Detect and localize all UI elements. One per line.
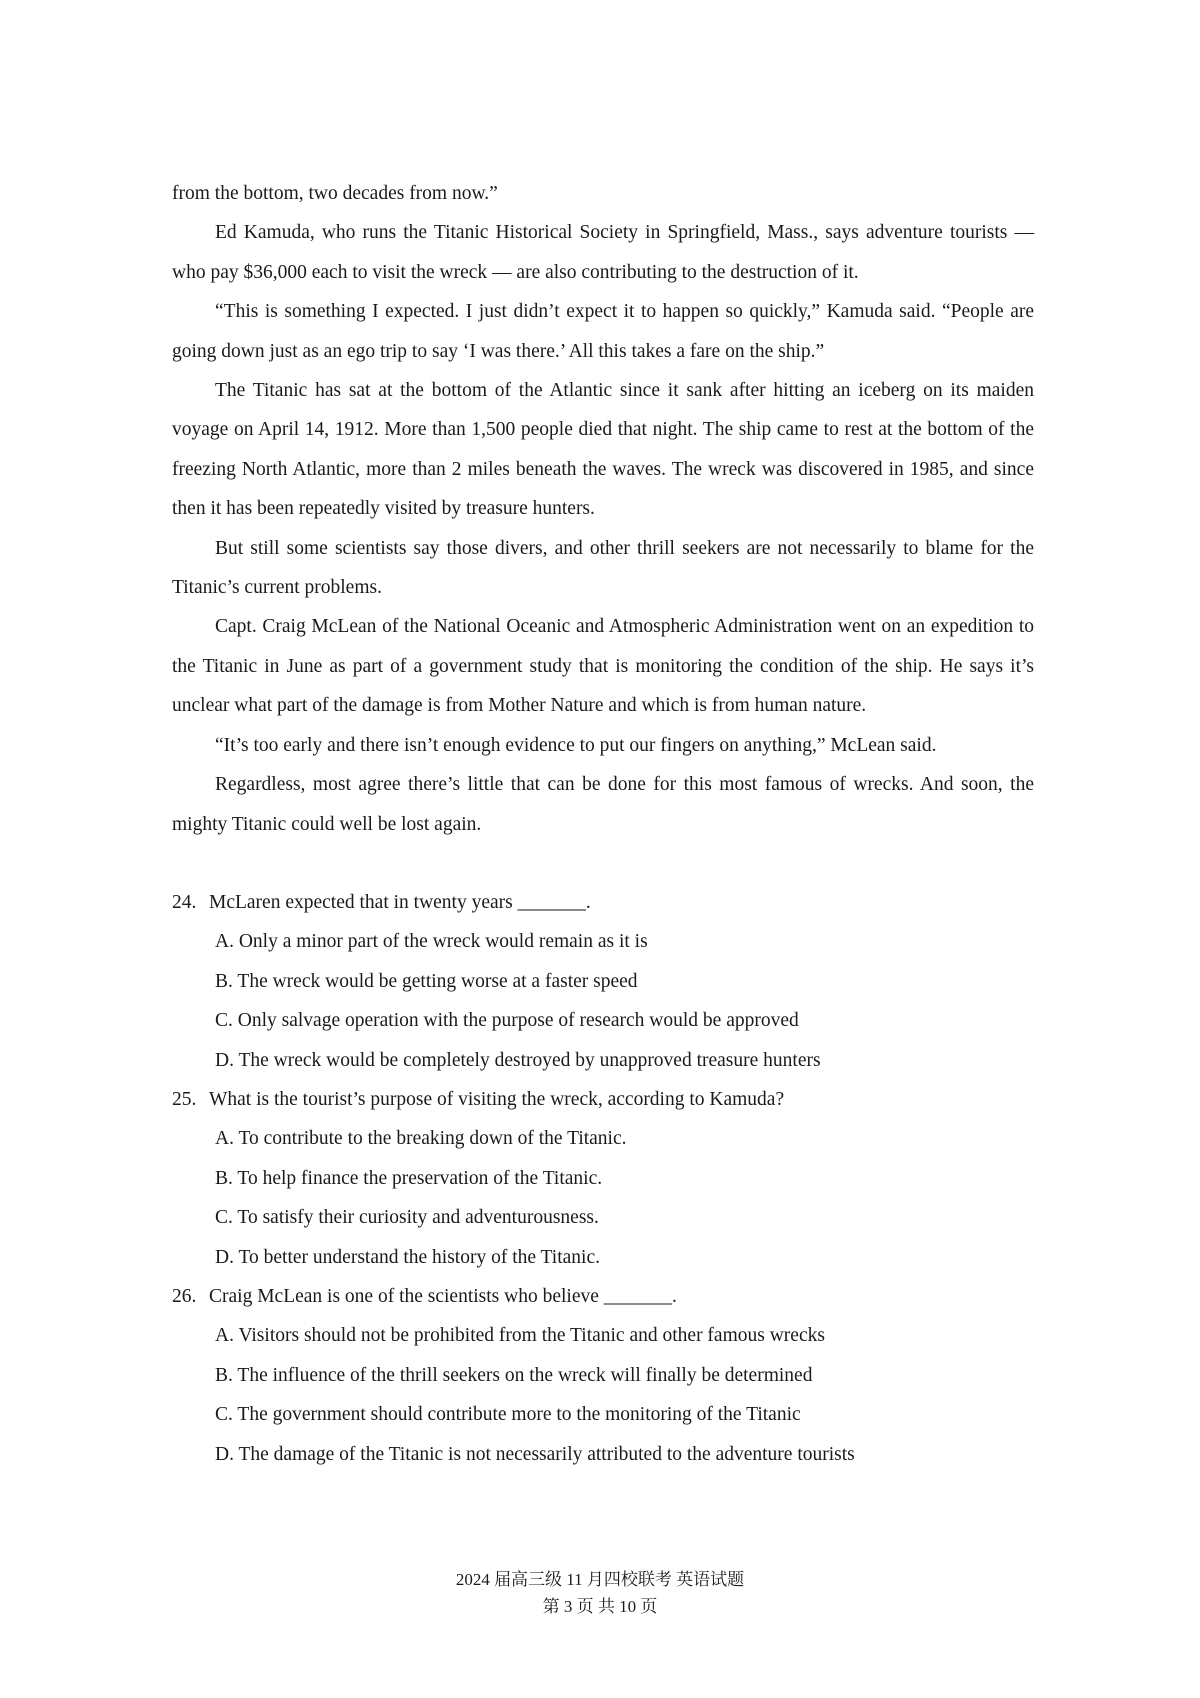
passage-paragraph: The Titanic has sat at the bottom of the Atlantic since it sank after hitting an iceberg on its maiden voyage on April 14, 1912. More than 1,500 people died that night. The ship came to rest at the bottom of the freezing North Atlantic, more than 2 miles beneath the waves. The wreck was discovered in 1985, and since then it has been repeatedly visited by treasure hunters. — [172, 380, 1034, 520]
answer-option-a: A. Only a minor part of the wreck would remain as it is — [215, 931, 648, 953]
question-24 — [172, 883, 1034, 1080]
answer-option-d: D. The wreck would be completely destroyed by unapproved treasure hunters — [215, 1049, 821, 1071]
question-text: Craig McLean is one of the scientists who believe _______. — [209, 1285, 677, 1307]
question-stem — [172, 1277, 1034, 1316]
document-page — [172, 174, 1034, 1474]
question-number: 24. — [172, 891, 197, 913]
footer-page-number: 第 3 页 共 10 页 — [542, 1597, 658, 1616]
answer-option-a: A. To contribute to the breaking down of the Titanic. — [215, 1128, 627, 1150]
answer-option-d: D. To better understand the history of the Titanic. — [215, 1246, 600, 1268]
passage-paragraph: from the bottom, two decades from now.” — [172, 183, 498, 204]
answer-option-c: C. Only salvage operation with the purpose of research would be approved — [215, 1010, 799, 1032]
question-stem — [172, 1080, 1034, 1119]
question-25 — [172, 1080, 1034, 1277]
question-list — [172, 883, 1034, 1474]
answer-option-d: D. The damage of the Titanic is not necessarily attributed to the adventure tourists — [215, 1443, 855, 1465]
passage-paragraph: But still some scientists say those divers, and other thrill seekers are not necessarily to blame for the Titanic’s current problems. — [172, 537, 1034, 599]
question-text: McLaren expected that in twenty years _______. — [209, 891, 591, 913]
passage-paragraph: “This is something I expected. I just didn’t expect it to happen so quickly,” Kamuda said. “People are going down just as an ego trip to say ‘I was there.’ All this takes a fare on the ship.” — [172, 301, 1034, 362]
passage-paragraph: “It’s too early and there isn’t enough evidence to put our fingers on anything,” McLean said. — [215, 734, 937, 756]
answer-option-b: B. The wreck would be getting worse at a faster speed — [215, 970, 638, 992]
answer-option-a: A. Visitors should not be prohibited from the Titanic and other famous wrecks — [215, 1325, 825, 1347]
answer-option-c: C. To satisfy their curiosity and adventurousness. — [215, 1207, 599, 1229]
answer-option-b: B. The influence of the thrill seekers on the wreck will finally be determined — [215, 1364, 813, 1386]
answer-option-b: B. To help finance the preservation of the Titanic. — [215, 1167, 603, 1189]
question-number: 25. — [172, 1088, 197, 1110]
answer-option-c: C. The government should contribute more to the monitoring of the Titanic — [215, 1404, 801, 1426]
passage-paragraph: Capt. Craig McLean of the National Oceanic and Atmospheric Administration went on an expedition to the Titanic in June as part of a government study that is monitoring the condition of the ship. He says it’s unclear what part of the damage is from Mother Nature and which is from human nature. — [172, 616, 1034, 717]
passage-paragraph: Ed Kamuda, who runs the Titanic Historical Society in Springfield, Mass., says adventure tourists — who pay $36,000 each to visit the wreck — are also contributing to the destruction of it. — [172, 222, 1034, 283]
passage-paragraph: Regardless, most agree there’s little that can be done for this most famous of wrecks. And soon, the mighty Titanic could well be lost again. — [172, 774, 1034, 835]
reading-passage — [172, 174, 1034, 844]
footer-exam-title: 2024 届高三级 11 月四校联考 英语试题 — [455, 1570, 745, 1589]
question-number: 26. — [172, 1285, 197, 1307]
question-stem — [172, 883, 1034, 922]
question-text: What is the tourist’s purpose of visiting the wreck, according to Kamuda? — [209, 1088, 785, 1110]
question-26 — [172, 1277, 1034, 1474]
